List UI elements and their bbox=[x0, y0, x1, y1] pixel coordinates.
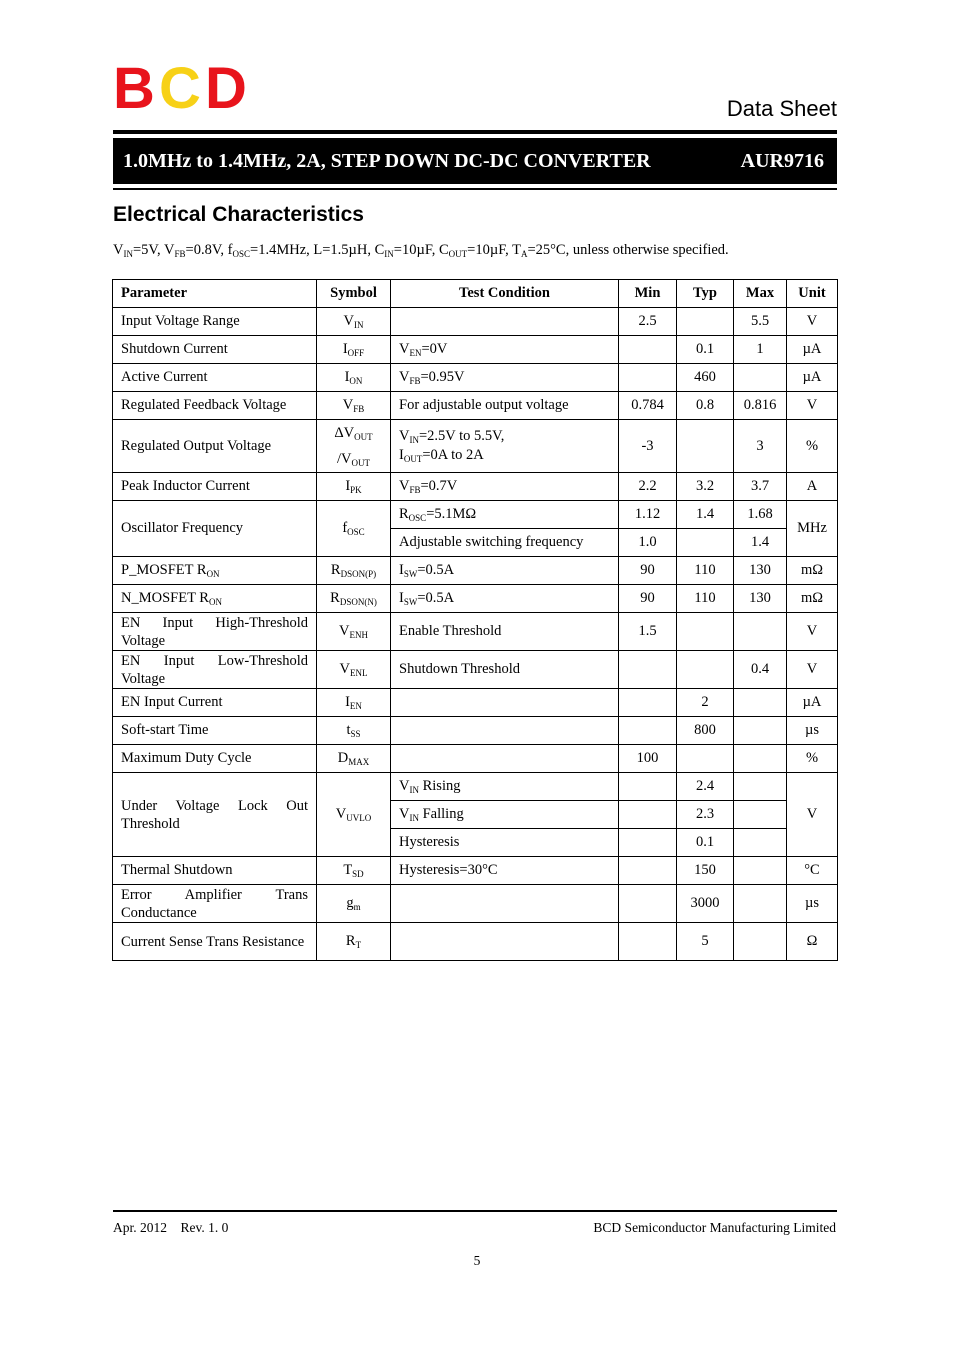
footer-company: BCD Semiconductor Manufacturing Limited bbox=[593, 1220, 836, 1235]
header-test-condition: Test Condition bbox=[391, 280, 619, 308]
part-number: AUR9716 bbox=[740, 149, 824, 172]
table-row: Input Voltage Range $V_{IN}$ 2.5 5.5 V bbox=[113, 308, 838, 336]
header-min: Min bbox=[619, 280, 677, 308]
table-row: Adjustable switching frequency 1.0 1.4 bbox=[113, 529, 838, 557]
table-row: Regulated Output Voltage $\Delta V_{OUT}$ $/V_{OUT}$ $V_{IN}=2.5V$ to 5.5V, $I_{OUT}=0A$ to 2A -3 3 % bbox=[113, 420, 838, 473]
test-conditions: $V_{IN}=5V$, $V_{FB}=0.8V$, $f_{OSC}=1.4MHz$, L=1.5µH, $C_{IN}=10\mu F$, $C_{OUT}=10\mu F$, $T_A=25^\circ C$, unless otherwise specified. bbox=[113, 242, 729, 259]
header-unit: Unit bbox=[787, 280, 838, 308]
header-rule bbox=[113, 130, 837, 134]
footer-date-revision: Apr. 2012 Rev. 1. 0 bbox=[113, 1220, 229, 1235]
doc-type: Data Sheet bbox=[726, 96, 837, 121]
table-row: Under Voltage Lock Out Threshold $V_{UVLO}$ $V_{IN}$ Rising 2.4 V bbox=[113, 773, 838, 801]
table-row: Oscillator Frequency $f_{OSC}$ $R_{OSC}=5.1M\Omega$ 1.12 1.4 1.68 MHz bbox=[113, 501, 838, 529]
page-number: 5 bbox=[473, 1253, 481, 1268]
title-bar bbox=[113, 138, 837, 184]
table-row: $V_{IN}$ Falling 2.3 bbox=[113, 801, 838, 829]
header-parameter: Parameter bbox=[113, 280, 317, 308]
table-row: EN Input Low-Threshold Voltage $V_{ENL}$ Shutdown Threshold 0.4 V bbox=[113, 651, 838, 689]
table-row: Regulated Feedback Voltage $V_{FB}$ For adjustable output voltage 0.784 0.8 0.816 V bbox=[113, 392, 838, 420]
section-title: Electrical Characteristics bbox=[113, 203, 364, 226]
table-row: Error Amplifier Trans Conductance $g_m$ 3000 µs bbox=[113, 885, 838, 923]
footer-rule bbox=[113, 1210, 837, 1212]
logo-letter-b: B bbox=[113, 56, 154, 121]
table-row: Soft-start Time $t_{SS}$ 800 µs bbox=[113, 717, 838, 745]
table-row: Current Sense Trans Resistance $R_T$ 5 Ω bbox=[113, 923, 838, 961]
bcd-logo bbox=[113, 56, 253, 121]
table-row: P_MOSFET $R_{ON}$ $R_{DSON(P)}$ $I_{SW}=0.5A$ 90 110 130 mΩ bbox=[113, 557, 838, 585]
header-symbol: Symbol bbox=[317, 280, 391, 308]
table-row: EN Input Current $I_{EN}$ 2 µA bbox=[113, 689, 838, 717]
table-row: Hysteresis 0.1 bbox=[113, 829, 838, 857]
doc-title: 1.0MHz to 1.4MHz, 2A, STEP DOWN DC-DC CONVERTER bbox=[123, 149, 651, 172]
table-row: Active Current $I_{ON}$ $V_{FB}=0.95V$ 460 µA bbox=[113, 364, 838, 392]
electrical-characteristics-table bbox=[112, 279, 838, 961]
table-header-row bbox=[113, 280, 838, 308]
table-row: Shutdown Current $I_{OFF}$ $V_{EN}=0V$ 0.1 1 µA bbox=[113, 336, 838, 364]
table-row: EN Input High-Threshold Voltage $V_{ENH}$ Enable Threshold 1.5 V bbox=[113, 613, 838, 651]
header-max: Max bbox=[734, 280, 787, 308]
logo-letter-d: D bbox=[205, 56, 246, 121]
title-underline bbox=[113, 188, 837, 190]
header-typ: Typ bbox=[677, 280, 734, 308]
table-row: Thermal Shutdown $T_{SD}$ Hysteresis=30°C 150 °C bbox=[113, 857, 838, 885]
table-row: Peak Inductor Current $I_{PK}$ $V_{FB}=0.7V$ 2.2 3.2 3.7 A bbox=[113, 473, 838, 501]
table-row: Maximum Duty Cycle $D_{MAX}$ 100 % bbox=[113, 745, 838, 773]
table-row: N_MOSFET $R_{ON}$ $R_{DSON(N)}$ $I_{SW}=0.5A$ 90 110 130 mΩ bbox=[113, 585, 838, 613]
logo-letter-c: C bbox=[159, 56, 200, 121]
